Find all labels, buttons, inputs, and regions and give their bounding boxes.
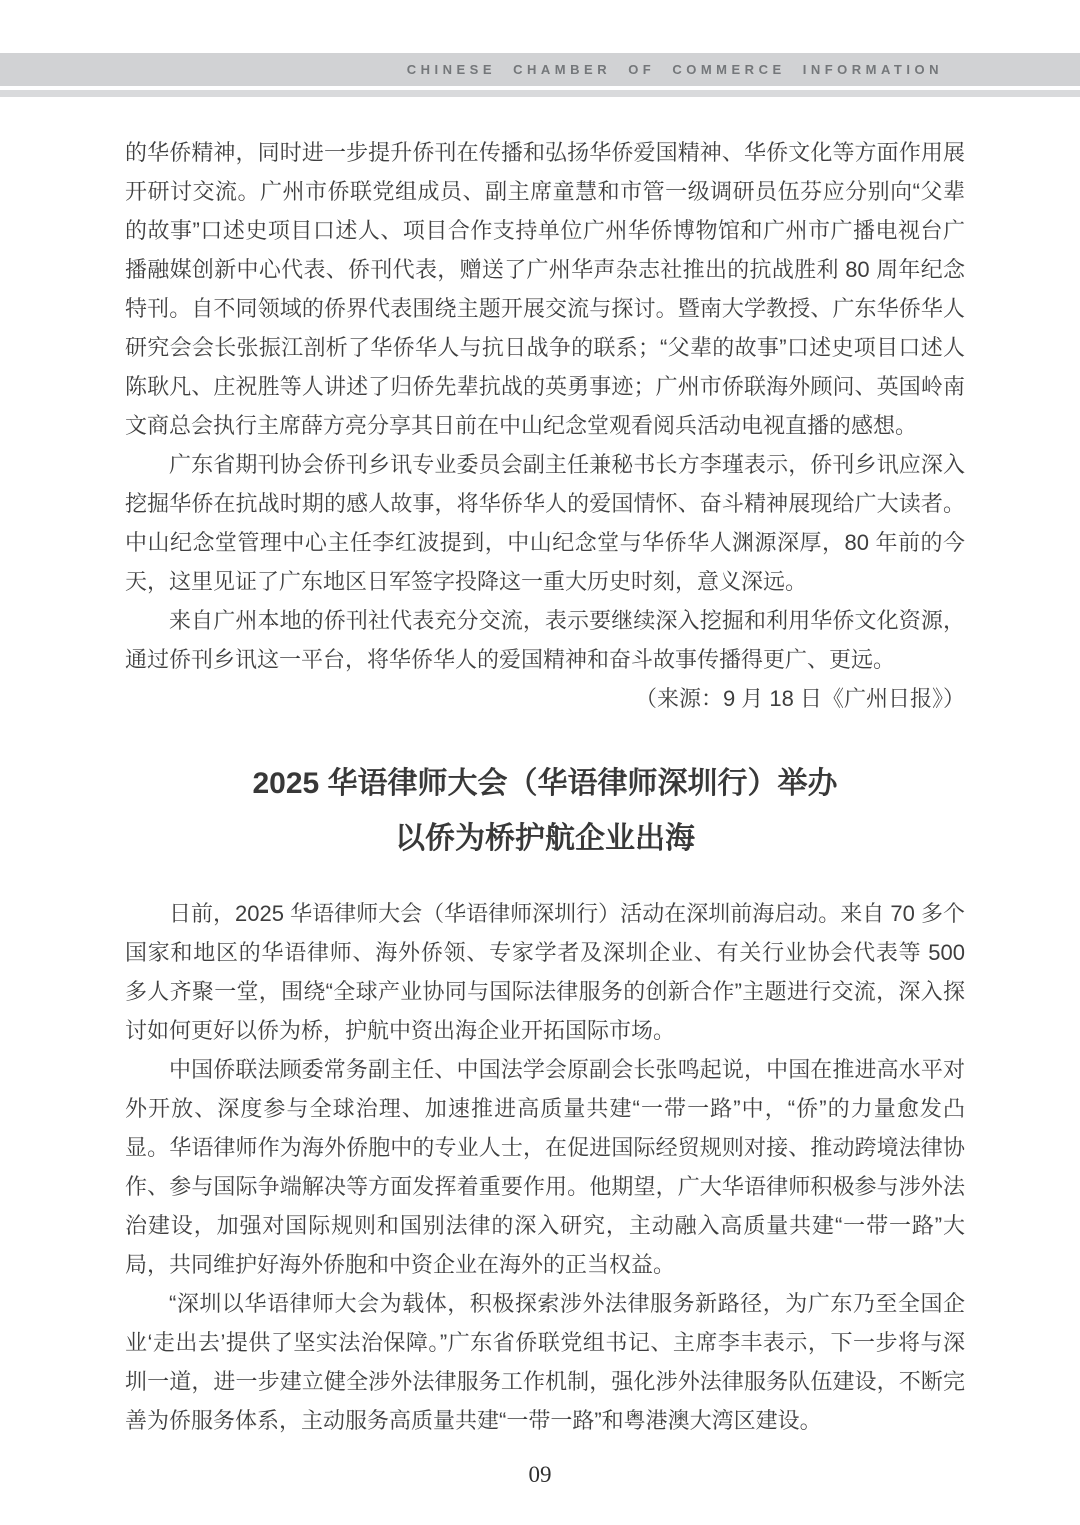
header-banner xyxy=(0,53,1080,86)
article2-title xyxy=(125,756,965,866)
header-banner-underline xyxy=(0,90,1080,97)
article1-source-line: （来源：9 月 18 日《广州日报》） xyxy=(634,686,965,711)
article2-paragraph: “深圳以华语律师大会为载体，积极探索涉外法律服务新路径，为广东乃至全国企业‘走出去’提供了坚实法治保障。”广东省侨联党组书记、主席李丰表示，下一步将与深圳一道，进一步建立健全涉外法律服务工作机制，强化涉外法律服务队伍建设，不断完善为侨服务体系，主动服务高质量共建“一带一路”和粤港澳大湾区建设。 xyxy=(125,1291,965,1433)
article2-paragraph: 日前，2025 华语律师大会（华语律师深圳行）活动在深圳前海启动。来自 70 多个国家和地区的华语律师、海外侨领、专家学者及深圳企业、有关行业协会代表等 500 多人齐聚一堂，围绕“全球产业协同与国际法律服务的创新合作”主题进行交流，深入探讨如何更好以侨为桥，护航中资出海企业开拓国际市场。 xyxy=(125,901,965,1043)
article1-paragraph: 来自广州本地的侨刊社代表充分交流，表示要继续深入挖掘和利用华侨文化资源，通过侨刊乡讯这一平台，将华侨华人的爱国精神和奋斗故事传播得更广、更远。 xyxy=(125,608,965,672)
page-number: 09 xyxy=(528,1462,552,1487)
article1-paragraph-continued: 的华侨精神，同时进一步提升侨刊在传播和弘扬华侨爱国精神、华侨文化等方面作用展开研讨交流。广州市侨联党组成员、副主席童慧和市管一级调研员伍芬应分别向“父辈的故事”口述史项目口述人、项目合作支持单位广州华侨博物馆和广州市广播电视台广播融媒创新中心代表、侨刊代表，赠送了广州华声杂志社推出的抗战胜利 80 周年纪念特刊。自不同领域的侨界代表围绕主题开展交流与探讨。暨南大学教授、广东华侨华人研究会会长张振江剖析了华侨华人与抗日战争的联系；“父辈的故事”口述史项目口述人陈耿凡、庄祝胜等人讲述了归侨先辈抗战的英勇事迹；广州市侨联海外顾问、英国岭南文商总会执行主席薛方亮分享其日前在中山纪念堂观看阅兵活动电视直播的感想。 xyxy=(125,140,965,438)
article2-title-line2: 以侨为桥护航企业出海 xyxy=(395,822,695,855)
header-banner-text: CHINESE CHAMBER OF COMMERCE INFORMATION xyxy=(406,62,943,77)
article2-paragraph: 中国侨联法顾委常务副主任、中国法学会原副会长张鸣起说，中国在推进高水平对外开放、深度参与全球治理、加速推进高质量共建“一带一路”中，“侨”的力量愈发凸显。华语律师作为海外侨胞中的专业人士，在促进国际经贸规则对接、推动跨境法律协作、参与国际争端解决等方面发挥着重要作用。他期望，广大华语律师积极参与涉外法治建设，加强对国际规则和国别法律的深入研究，主动融入高质量共建“一带一路”大局，共同维护好海外侨胞和中资企业在海外的正当权益。 xyxy=(125,1057,965,1277)
article-content xyxy=(125,133,965,1440)
article2-title-line1: 2025 华语律师大会（华语律师深圳行）举办 xyxy=(252,767,838,800)
article1-paragraph: 广东省期刊协会侨刊乡讯专业委员会副主任兼秘书长方李瑾表示，侨刊乡讯应深入挖掘华侨在抗战时期的感人故事，将华侨华人的爱国情怀、奋斗精神展现给广大读者。中山纪念堂管理中心主任李红波提到，中山纪念堂与华侨华人渊源深厚，80 年前的今天，这里见证了广东地区日军签字投降这一重大历史时刻，意义深远。 xyxy=(125,452,965,594)
